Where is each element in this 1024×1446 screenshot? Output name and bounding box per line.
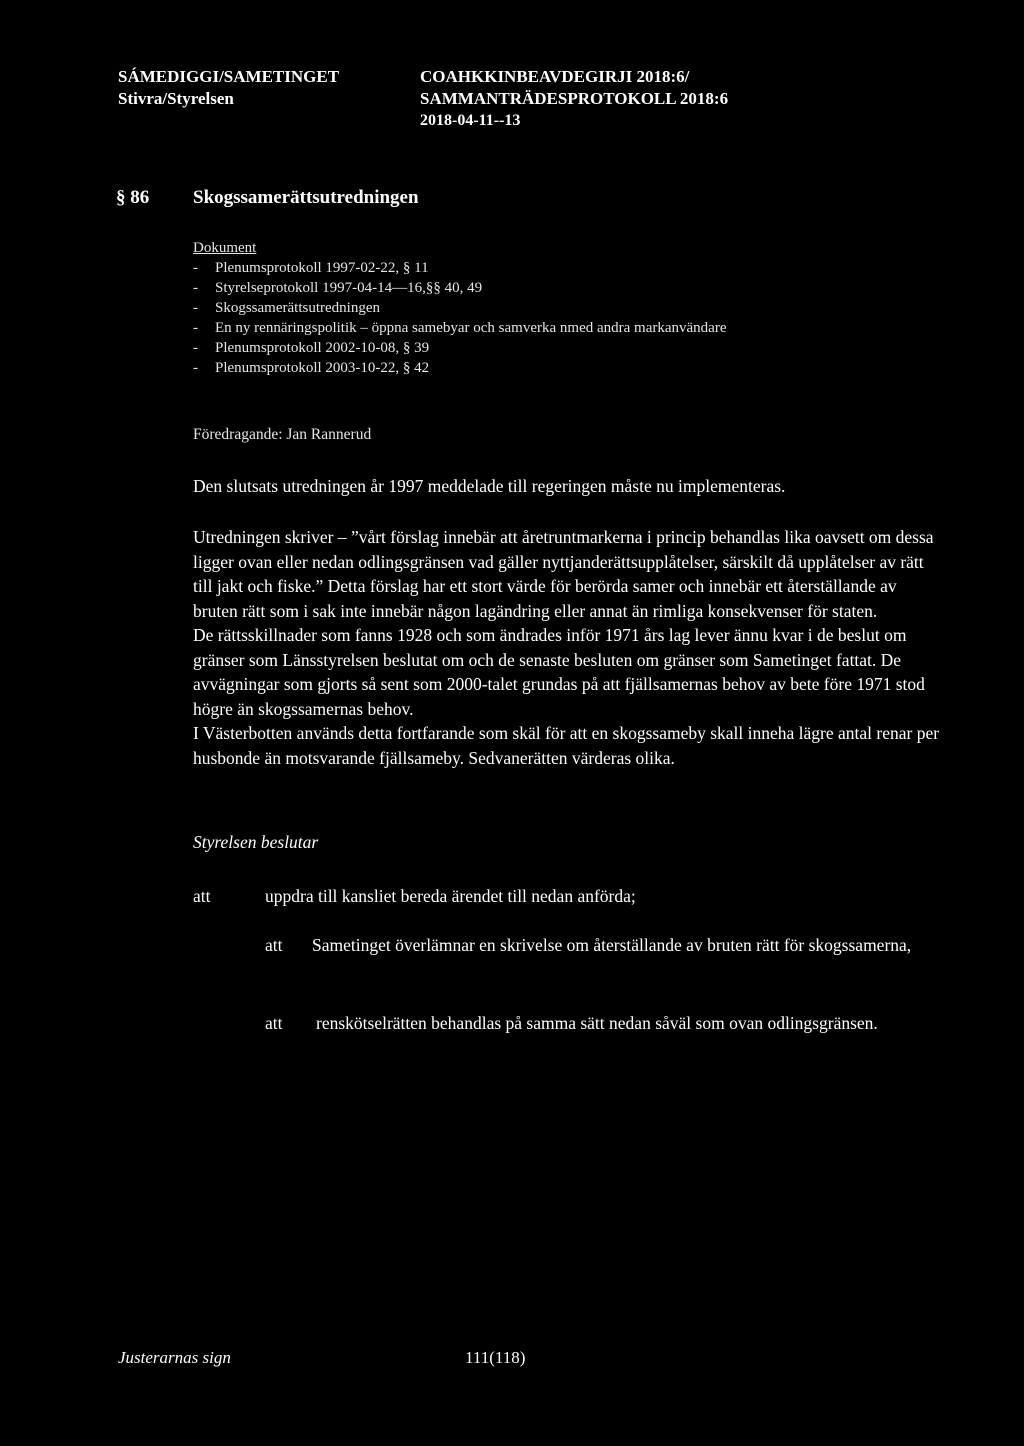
presenter: Föredragande: Jan Rannerud (193, 426, 372, 443)
decision-heading: Styrelsen beslutar (193, 832, 319, 852)
decision-marker: att (193, 886, 211, 906)
documents-heading: Dokument (193, 240, 257, 256)
document-item: - Plenumsprotokoll 1997-02-22, § 11 (193, 260, 429, 276)
organization-name: SÁMEDIGGI/SAMETINGET (118, 67, 340, 86)
document-subtitle: SAMMANTRÄDESPROTOKOLL 2018:6 (420, 89, 729, 108)
documents-block (193, 238, 727, 378)
document-item: - Plenumsprotokoll 2003-10-22, § 42 (193, 360, 430, 376)
meeting-date: 2018-04-11--13 (420, 112, 521, 129)
decision-sub-marker: att (265, 1013, 283, 1033)
decision-sub-text: renskötselrätten behandlas på samma sätt nedan såväl som ovan odlingsgränsen. (316, 1013, 878, 1033)
board-name: Stivra/Styrelsen (118, 89, 234, 108)
section-title: Skogssamerättsutredningen (193, 187, 419, 208)
paragraph-body (193, 525, 945, 770)
paragraph-quote: Utredningen skriver – ”vårt förslag innebär att åretruntmarkerna i princip behandlas lika oavsett om dessa ligger ovan eller nedan odlingsgränsen vad gäller nyttjanderättsupplåtelser, särskilt då upplåtelser av rätt till jakt och fiske.” Detta förslag har ett stort värde för berörda samer och innebär ett återställande av bruten rätt som i sak inte innebär någon lagändring eller annat än rimliga konsekvenser för staten. (193, 527, 934, 621)
document-item: - En ny rennäringspolitik – öppna samebyar och samverka nmed andra markanvändare (193, 320, 727, 336)
decision-sub-marker: att (265, 935, 283, 955)
document-item: - Skogssamerättsutredningen (193, 300, 380, 316)
paragraph-conclusion: Den slutsats utredningen år 1997 meddelade till regeringen måste nu implementeras. (193, 476, 786, 496)
document-title: COAHKKINBEAVDEGIRJI 2018:6/ (420, 67, 690, 86)
decision-text: uppdra till kansliet bereda ärendet till nedan anförda; (265, 886, 636, 906)
signature-label: Justerarnas sign (118, 1348, 231, 1367)
page-number: 111(118) (465, 1348, 526, 1367)
document-item: - Plenumsprotokoll 2002-10-08, § 39 (193, 340, 430, 356)
document-item: - Styrelseprotokoll 1997-04-14—16,§§ 40, 49 (193, 280, 483, 296)
paragraph-vasterbotten: I Västerbotten används detta fortfarande som skäl för att en skogssameby skall inneha lägre antal renar per husbonde än motsvarande fjällsameby. Sedvanerätten värderas olika. (193, 723, 940, 768)
paragraph-legal-differences: De rättsskillnader som fanns 1928 och som ändrades inför 1971 års lag lever ännu kvar i de beslut om gränser som Länsstyrelsen beslutat om och de senaste besluten om gränser som Sametinget fattat. De avvägningar som gjorts så sent som 2000-talet grundas på att fjällsamernas behov av bete före 1971 stod högre än skogssamernas behov. (193, 625, 925, 719)
section-number: § 86 (116, 187, 150, 208)
decision-sub-text: Sametinget överlämnar en skrivelse om återställande av bruten rätt för skogssamerna, (312, 935, 912, 955)
